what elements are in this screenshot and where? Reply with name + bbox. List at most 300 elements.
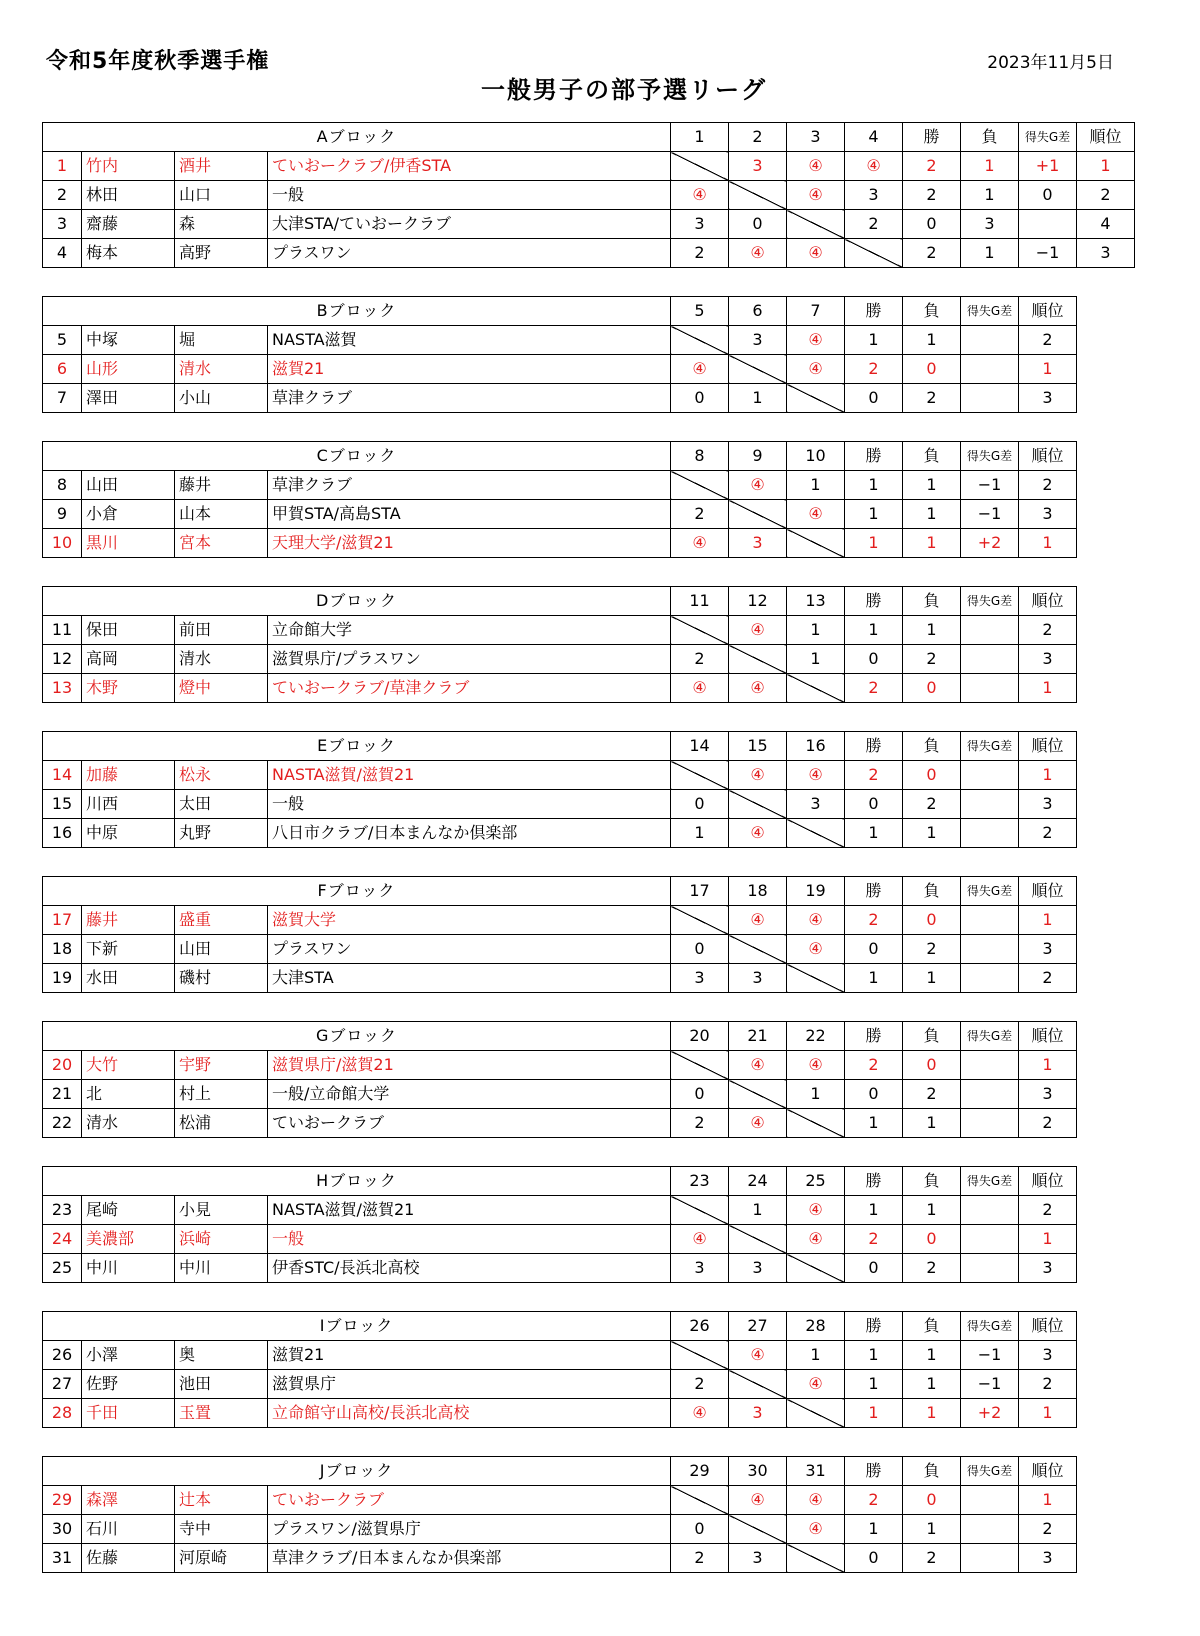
losses-count: 1 — [961, 152, 1019, 181]
win-header: 勝 — [845, 587, 903, 616]
match-result: 3 — [729, 326, 787, 355]
self-match-diagonal — [787, 964, 845, 993]
game-difference — [961, 326, 1019, 355]
losses-count: 1 — [903, 1196, 961, 1225]
wins-count: 1 — [845, 1399, 903, 1428]
player-1-name: 中川 — [82, 1254, 175, 1283]
team-number: 9 — [43, 500, 82, 529]
self-match-diagonal — [729, 1080, 787, 1109]
losses-count: 0 — [903, 1486, 961, 1515]
player-1-name: 澤田 — [82, 384, 175, 413]
team-row — [43, 819, 1077, 848]
rank-header: 順位 — [1019, 732, 1077, 761]
block-table — [42, 586, 1077, 703]
player-1-name: 下新 — [82, 935, 175, 964]
player-1-name: 千田 — [82, 1399, 175, 1428]
wins-count: 2 — [903, 239, 961, 268]
team-row — [43, 326, 1077, 355]
game-difference: −1 — [961, 1370, 1019, 1399]
rank-value: 4 — [1077, 210, 1135, 239]
match-result: 0 — [671, 1080, 729, 1109]
rank-header: 順位 — [1019, 1022, 1077, 1051]
team-row — [43, 1080, 1077, 1109]
game-diff-header: 得失G差 — [961, 1167, 1019, 1196]
match-result: ④ — [729, 761, 787, 790]
losses-count: 2 — [903, 645, 961, 674]
rank-value: 2 — [1019, 1515, 1077, 1544]
block-table — [42, 1021, 1077, 1138]
league-blocks — [42, 122, 1135, 1573]
rank-value: 2 — [1019, 964, 1077, 993]
team-number: 1 — [43, 152, 82, 181]
club-name: 天理大学/滋賀21 — [268, 529, 671, 558]
block-name: Dブロック — [43, 587, 671, 616]
player-2-name: 盛重 — [175, 906, 268, 935]
win-header: 勝 — [845, 877, 903, 906]
game-diff-header: 得失G差 — [1019, 123, 1077, 152]
wins-count: 1 — [845, 471, 903, 500]
match-result: 1 — [787, 1080, 845, 1109]
match-result: ④ — [787, 1486, 845, 1515]
match-result: ④ — [787, 761, 845, 790]
match-result: 2 — [845, 210, 903, 239]
opponent-number-header: 27 — [729, 1312, 787, 1341]
game-difference: −1 — [961, 500, 1019, 529]
block-table — [42, 1456, 1077, 1573]
opponent-number-header: 20 — [671, 1022, 729, 1051]
losses-count: 2 — [903, 1080, 961, 1109]
losses-count: 1 — [903, 500, 961, 529]
opponent-number-header: 10 — [787, 442, 845, 471]
rank-value: 2 — [1019, 1370, 1077, 1399]
team-row — [43, 1254, 1077, 1283]
game-difference: +2 — [961, 1399, 1019, 1428]
player-1-name: 美濃部 — [82, 1225, 175, 1254]
team-number: 20 — [43, 1051, 82, 1080]
team-row — [43, 935, 1077, 964]
rank-value: 1 — [1019, 761, 1077, 790]
club-name: NASTA滋賀/滋賀21 — [268, 761, 671, 790]
losses-count: 0 — [903, 355, 961, 384]
rank-value: 2 — [1019, 1109, 1077, 1138]
game-difference — [961, 355, 1019, 384]
rank-value: 3 — [1019, 1254, 1077, 1283]
match-result: 3 — [671, 210, 729, 239]
player-2-name: 浜崎 — [175, 1225, 268, 1254]
self-match-diagonal — [671, 761, 729, 790]
block-header-row — [43, 1457, 1077, 1486]
game-difference — [961, 1225, 1019, 1254]
wins-count: 1 — [845, 964, 903, 993]
match-result: ④ — [787, 181, 845, 210]
team-number: 4 — [43, 239, 82, 268]
self-match-diagonal — [671, 616, 729, 645]
wins-count: 0 — [845, 935, 903, 964]
match-result: ④ — [729, 1051, 787, 1080]
club-name: ていおークラブ — [268, 1486, 671, 1515]
player-1-name: 竹内 — [82, 152, 175, 181]
self-match-diagonal — [729, 181, 787, 210]
player-2-name: 高野 — [175, 239, 268, 268]
club-name: ていおークラブ/伊香STA — [268, 152, 671, 181]
match-result: 3 — [729, 529, 787, 558]
losses-count: 2 — [903, 1544, 961, 1573]
losses-count: 2 — [903, 384, 961, 413]
team-number: 8 — [43, 471, 82, 500]
player-1-name: 小倉 — [82, 500, 175, 529]
team-number: 19 — [43, 964, 82, 993]
block-gap — [42, 268, 1135, 296]
win-header: 勝 — [845, 1167, 903, 1196]
losses-count: 1 — [903, 964, 961, 993]
club-name: NASTA滋賀/滋賀21 — [268, 1196, 671, 1225]
player-2-name: 辻本 — [175, 1486, 268, 1515]
team-number: 28 — [43, 1399, 82, 1428]
rank-header: 順位 — [1077, 123, 1135, 152]
block-header-row — [43, 587, 1077, 616]
player-2-name: 前田 — [175, 616, 268, 645]
losses-count: 1 — [903, 326, 961, 355]
game-diff-header: 得失G差 — [961, 732, 1019, 761]
match-result: ④ — [671, 1399, 729, 1428]
self-match-diagonal — [729, 1370, 787, 1399]
rank-value: 3 — [1019, 645, 1077, 674]
player-1-name: 山形 — [82, 355, 175, 384]
opponent-number-header: 2 — [729, 123, 787, 152]
block-header-row — [43, 442, 1077, 471]
club-name: NASTA滋賀 — [268, 326, 671, 355]
opponent-number-header: 23 — [671, 1167, 729, 1196]
club-name: 一般 — [268, 1225, 671, 1254]
game-difference — [961, 906, 1019, 935]
match-result: ④ — [729, 239, 787, 268]
team-number: 3 — [43, 210, 82, 239]
game-diff-header: 得失G差 — [961, 877, 1019, 906]
game-difference — [961, 935, 1019, 964]
player-1-name: 加藤 — [82, 761, 175, 790]
self-match-diagonal — [787, 1544, 845, 1573]
match-result: 2 — [671, 645, 729, 674]
game-difference — [961, 1109, 1019, 1138]
block-gap — [42, 1428, 1135, 1456]
self-match-diagonal — [671, 906, 729, 935]
rank-header: 順位 — [1019, 1167, 1077, 1196]
club-name: 草津クラブ — [268, 471, 671, 500]
player-2-name: 池田 — [175, 1370, 268, 1399]
game-diff-header: 得失G差 — [961, 297, 1019, 326]
team-number: 7 — [43, 384, 82, 413]
rank-value: 2 — [1019, 616, 1077, 645]
block-table — [42, 876, 1077, 993]
player-1-name: 尾崎 — [82, 1196, 175, 1225]
rank-value: 3 — [1019, 1080, 1077, 1109]
wins-count: 2 — [845, 1486, 903, 1515]
club-name: 滋賀大学 — [268, 906, 671, 935]
game-difference — [961, 1196, 1019, 1225]
game-difference — [961, 1515, 1019, 1544]
team-number: 27 — [43, 1370, 82, 1399]
rank-value: 2 — [1019, 1196, 1077, 1225]
win-header: 勝 — [845, 1457, 903, 1486]
team-row — [43, 1341, 1077, 1370]
opponent-number-header: 17 — [671, 877, 729, 906]
club-name: 滋賀県庁/プラスワン — [268, 645, 671, 674]
team-number: 16 — [43, 819, 82, 848]
team-number: 2 — [43, 181, 82, 210]
opponent-number-header: 14 — [671, 732, 729, 761]
losses-count: 2 — [903, 790, 961, 819]
club-name: 八日市クラブ/日本まんなか倶楽部 — [268, 819, 671, 848]
self-match-diagonal — [671, 1196, 729, 1225]
game-difference — [961, 1544, 1019, 1573]
match-result: ④ — [787, 326, 845, 355]
opponent-number-header: 5 — [671, 297, 729, 326]
opponent-number-header: 4 — [845, 123, 903, 152]
game-diff-header: 得失G差 — [961, 442, 1019, 471]
team-row — [43, 355, 1077, 384]
team-row — [43, 500, 1077, 529]
game-difference — [961, 616, 1019, 645]
loss-header: 負 — [961, 123, 1019, 152]
match-result: ④ — [729, 819, 787, 848]
wins-count: 2 — [845, 906, 903, 935]
losses-count: 1 — [903, 616, 961, 645]
team-row — [43, 1370, 1077, 1399]
player-1-name: 小澤 — [82, 1341, 175, 1370]
team-row — [43, 906, 1077, 935]
match-result: ④ — [787, 1370, 845, 1399]
match-result: 1 — [729, 384, 787, 413]
self-match-diagonal — [729, 935, 787, 964]
block-name: Eブロック — [43, 732, 671, 761]
wins-count: 2 — [845, 674, 903, 703]
team-row — [43, 1399, 1077, 1428]
team-row — [43, 529, 1077, 558]
player-2-name: 玉置 — [175, 1399, 268, 1428]
team-number: 26 — [43, 1341, 82, 1370]
team-row — [43, 1051, 1077, 1080]
match-result: ④ — [729, 471, 787, 500]
block-header-row — [43, 1022, 1077, 1051]
loss-header: 負 — [903, 587, 961, 616]
loss-header: 負 — [903, 1167, 961, 1196]
team-number: 24 — [43, 1225, 82, 1254]
losses-count: 1 — [903, 471, 961, 500]
match-result: ④ — [671, 529, 729, 558]
wins-count: 2 — [903, 181, 961, 210]
team-number: 5 — [43, 326, 82, 355]
opponent-number-header: 13 — [787, 587, 845, 616]
self-match-diagonal — [671, 326, 729, 355]
team-row — [43, 1225, 1077, 1254]
player-1-name: 水田 — [82, 964, 175, 993]
game-diff-header: 得失G差 — [961, 1022, 1019, 1051]
rank-value: 1 — [1019, 906, 1077, 935]
game-difference — [961, 819, 1019, 848]
match-result: 1 — [787, 1341, 845, 1370]
opponent-number-header: 26 — [671, 1312, 729, 1341]
match-result: 1 — [787, 471, 845, 500]
wins-count: 1 — [845, 1341, 903, 1370]
block-header-row — [43, 1167, 1077, 1196]
match-result: 1 — [729, 1196, 787, 1225]
match-result: ④ — [729, 1109, 787, 1138]
club-name: 甲賀STA/高島STA — [268, 500, 671, 529]
team-number: 18 — [43, 935, 82, 964]
rank-value: 2 — [1019, 326, 1077, 355]
block-header-row — [43, 1312, 1077, 1341]
block-gap — [42, 1138, 1135, 1166]
team-row — [43, 645, 1077, 674]
wins-count: 1 — [845, 1515, 903, 1544]
team-row — [43, 471, 1077, 500]
player-2-name: 丸野 — [175, 819, 268, 848]
player-2-name: 堀 — [175, 326, 268, 355]
block-gap — [42, 413, 1135, 441]
player-2-name: 藤井 — [175, 471, 268, 500]
player-1-name: 佐野 — [82, 1370, 175, 1399]
self-match-diagonal — [729, 645, 787, 674]
self-match-diagonal — [787, 210, 845, 239]
club-name: 立命館大学 — [268, 616, 671, 645]
player-2-name: 小山 — [175, 384, 268, 413]
block-table — [42, 1311, 1077, 1428]
match-result: ④ — [729, 616, 787, 645]
block-table — [42, 122, 1135, 268]
block-gap — [42, 848, 1135, 876]
wins-count: 2 — [845, 761, 903, 790]
wins-count: 1 — [845, 500, 903, 529]
club-name: 一般/立命館大学 — [268, 1080, 671, 1109]
self-match-diagonal — [787, 819, 845, 848]
losses-count: 1 — [903, 1399, 961, 1428]
wins-count: 1 — [845, 1196, 903, 1225]
opponent-number-header: 18 — [729, 877, 787, 906]
rank-value: 3 — [1019, 935, 1077, 964]
club-name: プラスワン/滋賀県庁 — [268, 1515, 671, 1544]
club-name: 大津STA — [268, 964, 671, 993]
losses-count: 3 — [961, 210, 1019, 239]
team-row — [43, 964, 1077, 993]
game-diff-header: 得失G差 — [961, 1312, 1019, 1341]
player-2-name: 奥 — [175, 1341, 268, 1370]
team-row — [43, 384, 1077, 413]
club-name: 滋賀県庁 — [268, 1370, 671, 1399]
block-name: Jブロック — [43, 1457, 671, 1486]
game-diff-header: 得失G差 — [961, 587, 1019, 616]
wins-count: 2 — [845, 1051, 903, 1080]
player-1-name: 清水 — [82, 1109, 175, 1138]
match-result: ④ — [787, 152, 845, 181]
loss-header: 負 — [903, 1312, 961, 1341]
rank-value: 2 — [1019, 819, 1077, 848]
opponent-number-header: 9 — [729, 442, 787, 471]
team-row — [43, 152, 1135, 181]
rank-value: 1 — [1019, 1399, 1077, 1428]
club-name: ていおークラブ — [268, 1109, 671, 1138]
rank-value: 3 — [1019, 1341, 1077, 1370]
player-1-name: 森澤 — [82, 1486, 175, 1515]
losses-count: 0 — [903, 1225, 961, 1254]
game-difference: −1 — [961, 1341, 1019, 1370]
game-difference — [1019, 210, 1077, 239]
match-result: 3 — [671, 1254, 729, 1283]
team-row — [43, 1544, 1077, 1573]
match-result: 3 — [671, 964, 729, 993]
match-result: ④ — [671, 355, 729, 384]
rank-header: 順位 — [1019, 442, 1077, 471]
rank-value: 1 — [1019, 1051, 1077, 1080]
game-difference: +2 — [961, 529, 1019, 558]
team-row — [43, 761, 1077, 790]
block-name: Hブロック — [43, 1167, 671, 1196]
rank-value: 1 — [1019, 1486, 1077, 1515]
block-header-row — [43, 732, 1077, 761]
losses-count: 1 — [961, 181, 1019, 210]
player-2-name: 燈中 — [175, 674, 268, 703]
match-result: 3 — [729, 964, 787, 993]
self-match-diagonal — [787, 384, 845, 413]
player-1-name: 石川 — [82, 1515, 175, 1544]
self-match-diagonal — [671, 1051, 729, 1080]
team-number: 23 — [43, 1196, 82, 1225]
team-row — [43, 674, 1077, 703]
player-2-name: 松浦 — [175, 1109, 268, 1138]
match-result: ④ — [671, 674, 729, 703]
wins-count: 1 — [845, 616, 903, 645]
player-2-name: 松永 — [175, 761, 268, 790]
player-2-name: 酒井 — [175, 152, 268, 181]
loss-header: 負 — [903, 1457, 961, 1486]
team-row — [43, 790, 1077, 819]
game-difference: 0 — [1019, 181, 1077, 210]
opponent-number-header: 7 — [787, 297, 845, 326]
player-1-name: 齋藤 — [82, 210, 175, 239]
win-header: 勝 — [845, 1312, 903, 1341]
opponent-number-header: 3 — [787, 123, 845, 152]
block-name: Aブロック — [43, 123, 671, 152]
wins-count: 1 — [845, 326, 903, 355]
game-difference — [961, 384, 1019, 413]
event-date: 2023年11月5日 — [987, 53, 1114, 73]
club-name: ていおークラブ/草津クラブ — [268, 674, 671, 703]
opponent-number-header: 19 — [787, 877, 845, 906]
wins-count: 2 — [903, 152, 961, 181]
match-result: 3 — [729, 1399, 787, 1428]
match-result: ④ — [787, 1225, 845, 1254]
team-row — [43, 1109, 1077, 1138]
rank-value: 2 — [1077, 181, 1135, 210]
opponent-number-header: 16 — [787, 732, 845, 761]
win-header: 勝 — [845, 442, 903, 471]
player-1-name: 大竹 — [82, 1051, 175, 1080]
team-number: 15 — [43, 790, 82, 819]
club-name: 滋賀21 — [268, 355, 671, 384]
match-result: ④ — [787, 355, 845, 384]
self-match-diagonal — [787, 1109, 845, 1138]
player-1-name: 藤井 — [82, 906, 175, 935]
player-2-name: 山口 — [175, 181, 268, 210]
match-result: ④ — [845, 152, 903, 181]
losses-count: 0 — [903, 906, 961, 935]
loss-header: 負 — [903, 442, 961, 471]
team-number: 30 — [43, 1515, 82, 1544]
club-name: 一般 — [268, 181, 671, 210]
player-2-name: 清水 — [175, 645, 268, 674]
match-result: 0 — [671, 790, 729, 819]
wins-count: 2 — [845, 1225, 903, 1254]
wins-count: 0 — [845, 645, 903, 674]
